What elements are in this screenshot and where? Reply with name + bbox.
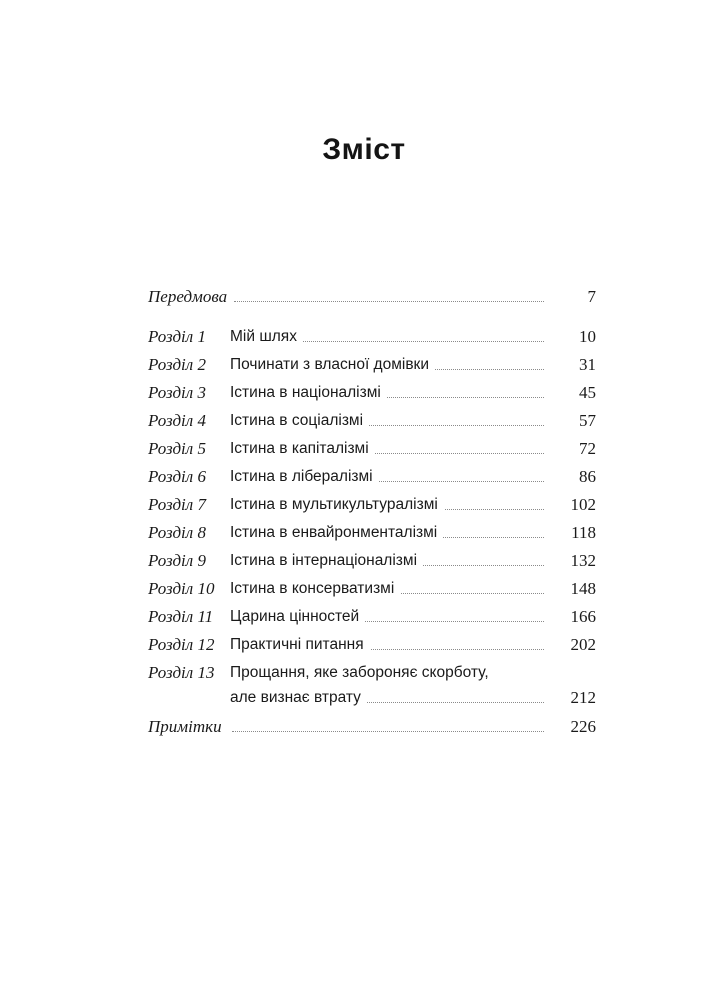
toc-entry-chapter-7[interactable] — [148, 494, 596, 518]
entry-title: Істина в інтернаціоналізмі — [230, 550, 423, 572]
toc-entry-chapter-11[interactable] — [148, 606, 596, 630]
entry-title-line2: але визнає втрату — [230, 687, 367, 709]
entry-label: Примітки — [148, 717, 222, 736]
entry-page-number: 57 — [579, 411, 596, 430]
entry-title: Істина в капіталізмі — [230, 438, 375, 460]
entry-title: Практичні питання — [230, 634, 370, 656]
entry-label: Передмова — [148, 287, 228, 306]
entry-title: Мій шлях — [230, 326, 303, 348]
entry-title: Царина цінностей — [230, 606, 365, 628]
entry-page-number: 166 — [570, 607, 596, 626]
entry-label: Розділ 12 — [148, 635, 215, 654]
entry-label: Розділ 4 — [148, 411, 206, 430]
entry-page-number: 7 — [587, 287, 596, 306]
entry-page-number: 118 — [571, 523, 596, 542]
page-title: Зміст — [322, 133, 406, 166]
entry-title: Істина в лібералізмі — [230, 466, 379, 488]
entry-label: Розділ 1 — [148, 327, 206, 346]
entry-page-number: 102 — [570, 495, 596, 514]
entry-label: Розділ 3 — [148, 383, 206, 402]
toc-entry-chapter-5[interactable] — [148, 438, 596, 462]
entry-page-number: 132 — [570, 551, 596, 570]
entry-page-number: 31 — [579, 355, 596, 374]
toc-entry-chapter-1[interactable] — [148, 326, 596, 350]
toc-entry-chapter-9[interactable] — [148, 550, 596, 574]
entry-title: Істина в енвайронменталізмі — [230, 522, 443, 544]
entry-label: Розділ 13 — [148, 663, 215, 682]
dot-leader — [234, 301, 544, 302]
toc-entry-notes[interactable] — [148, 716, 596, 740]
entry-page-number: 86 — [579, 467, 596, 486]
entry-label: Розділ 7 — [148, 495, 206, 514]
entry-label: Розділ 6 — [148, 467, 206, 486]
entry-title: Істина в мультикультуралізмі — [230, 494, 444, 516]
toc-entry-chapter-3[interactable] — [148, 382, 596, 406]
entry-page-number: 212 — [570, 688, 596, 707]
dot-leader — [232, 731, 544, 732]
entry-title: Прощання, яке забороняє скорботу, — [230, 662, 495, 684]
entry-label: Розділ 5 — [148, 439, 206, 458]
entry-title: Істина в націоналізмі — [230, 382, 387, 404]
toc-entry-preface[interactable] — [148, 286, 596, 310]
toc-entry-chapter-6[interactable] — [148, 466, 596, 490]
entry-page-number: 72 — [579, 439, 596, 458]
entry-label: Розділ 2 — [148, 355, 206, 374]
entry-label: Розділ 10 — [148, 579, 215, 598]
toc-entry-chapter-12[interactable] — [148, 634, 596, 658]
toc-entry-chapter-13[interactable] — [148, 662, 596, 712]
entry-page-number: 202 — [570, 635, 596, 654]
entry-page-number: 45 — [579, 383, 596, 402]
entry-label: Розділ 11 — [148, 607, 214, 626]
toc-entry-chapter-10[interactable] — [148, 578, 596, 602]
toc-entry-chapter-8[interactable] — [148, 522, 596, 546]
entry-label: Розділ 9 — [148, 551, 206, 570]
entry-title: Істина в консерватизмі — [230, 578, 400, 600]
entry-title: Починати з власної домівки — [230, 354, 435, 376]
entry-page-number: 10 — [579, 327, 596, 346]
toc-entry-chapter-4[interactable] — [148, 410, 596, 434]
entry-page-number: 148 — [570, 579, 596, 598]
entry-title: Істина в соціалізмі — [230, 410, 369, 432]
entry-page-number: 226 — [570, 717, 596, 736]
entry-label: Розділ 8 — [148, 523, 206, 542]
toc-entry-chapter-2[interactable] — [148, 354, 596, 378]
